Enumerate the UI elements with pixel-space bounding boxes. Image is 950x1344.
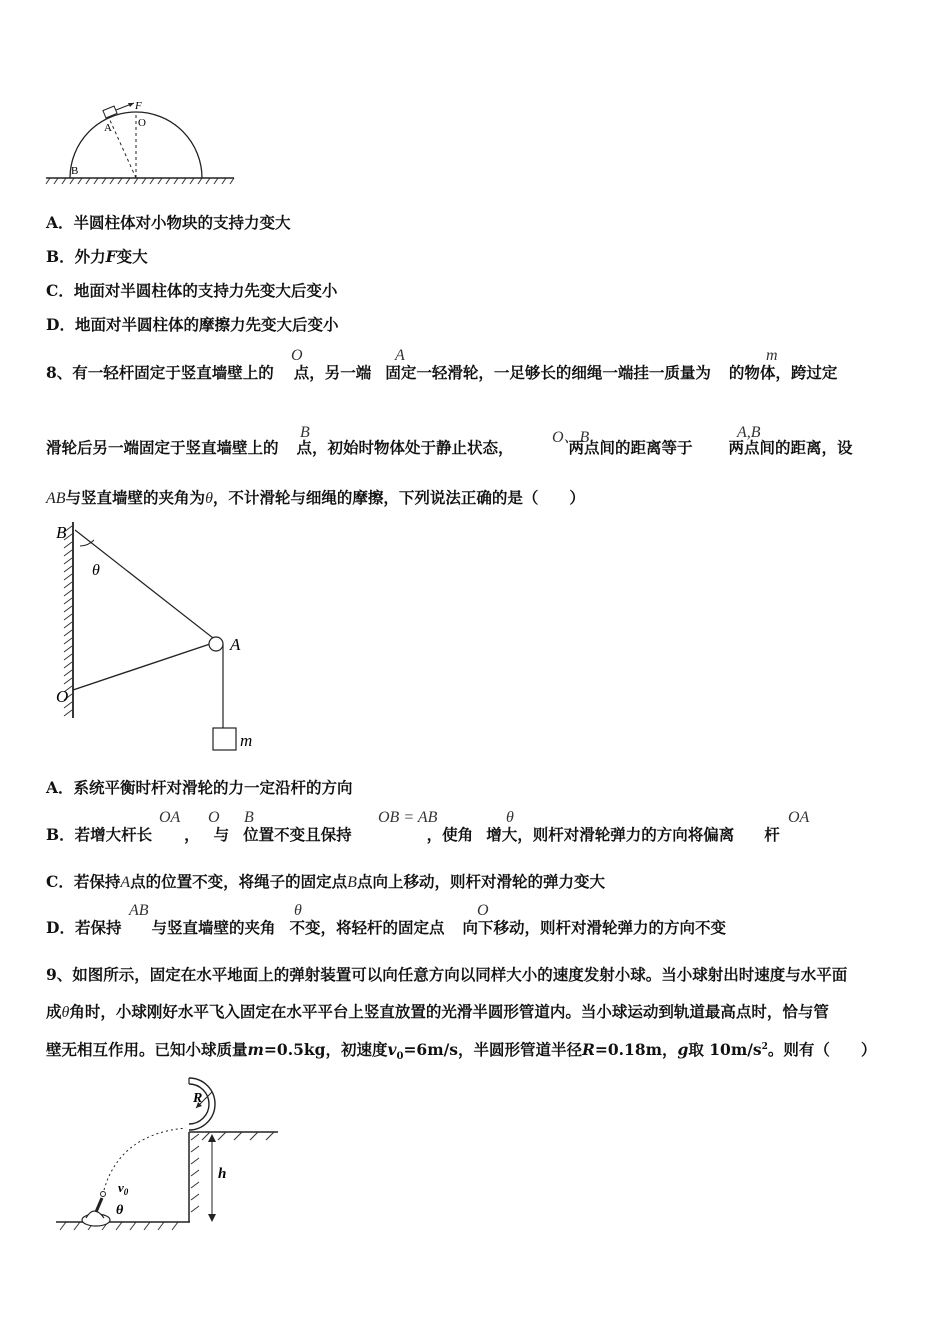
sym-oa: OA — [159, 809, 181, 826]
sym-oa: OA — [788, 809, 810, 826]
label-h: h — [218, 1166, 227, 1182]
rod-oa — [73, 644, 210, 690]
rope-ab — [75, 530, 213, 638]
height-arrow-bottom — [208, 1214, 216, 1222]
var-g: g — [677, 1040, 689, 1059]
text: =0.5kg，初速度 — [263, 1040, 388, 1059]
sym-a: A — [395, 347, 405, 364]
text: 。则有（ ） — [767, 1040, 877, 1059]
text: 滑轮后另一端固定于竖直墙壁上的 — [46, 438, 279, 457]
sym-theta: θ — [205, 490, 213, 507]
text: 与 — [213, 825, 230, 844]
q7-option-c — [46, 279, 337, 301]
option-key: C． — [46, 872, 74, 891]
text: 点向上移动，则杆对滑轮的弹力变大 — [356, 872, 605, 891]
platform-wall-hatch — [191, 1134, 199, 1212]
sym-o: O — [291, 347, 303, 364]
var-v0: v — [387, 1040, 397, 1059]
text: 的物体，跨过定 — [728, 363, 838, 382]
var-r: R — [582, 1040, 595, 1059]
text: ，不计滑轮与细绳的摩擦，下列说法正确的是（ ） — [212, 488, 585, 507]
sym-b: B — [347, 874, 357, 891]
label-b: B — [56, 523, 67, 542]
sym-o: O — [477, 902, 489, 919]
q7-option-a — [46, 211, 291, 233]
option-key: A． — [46, 778, 74, 797]
label-a: A — [104, 122, 112, 134]
text: 壁无相互作用。已知小球质量 — [46, 1040, 248, 1059]
sym-ab: AB — [46, 490, 66, 507]
option-text: 系统平衡时杆对滑轮的力一定沿杆的方向 — [73, 778, 353, 797]
small-block — [103, 106, 117, 118]
text: =6m/s，半圆形管道半径 — [403, 1040, 582, 1059]
text: 与竖直墙壁的夹角 — [151, 918, 276, 937]
text: 点的位置不变，将绳子的固定点 — [130, 872, 348, 891]
label-r: R — [193, 1091, 203, 1106]
text: 9、如图所示，固定在水平地面上的弹射装置可以向任意方向以同样大小的速度发射小球。当小球射出时速度与水平面 — [46, 965, 848, 984]
text: =0.18m， — [594, 1040, 678, 1059]
text: 向下移动，则杆对滑轮弹力的方向不变 — [462, 918, 727, 937]
q8-option-c — [46, 870, 605, 892]
text: 角时，小球刚好水平飞入固定在水平平台上竖直放置的光滑半圆形管道内。当小球运动到轨道最高点时，恰与管 — [69, 1002, 829, 1021]
var-f: F — [105, 247, 117, 266]
option-text: 半圆柱体对小物块的支持力变大 — [73, 213, 291, 232]
option-key: B． — [46, 825, 75, 844]
option-key: B． — [46, 247, 75, 266]
option-text: 变大 — [116, 247, 148, 266]
sym-m: m — [766, 347, 778, 364]
sym-ab: AB — [129, 902, 149, 919]
text: ，使角 — [426, 825, 474, 844]
label-f: F — [135, 100, 142, 112]
label-theta: θ — [92, 562, 100, 579]
semicircle-figure — [40, 98, 240, 190]
unit-square: 2 — [761, 1041, 768, 1052]
q9-stem-line3 — [46, 1038, 876, 1062]
label-o: O — [56, 687, 69, 706]
option-key: D． — [46, 315, 75, 334]
option-text: 地面对半圆柱体的摩擦力先变大后变小 — [74, 315, 339, 334]
label-o: O — [138, 117, 146, 129]
text: 两点间的距离等于 — [568, 438, 693, 457]
text: 增大，则杆对滑轮弹力的方向将偏离 — [486, 825, 735, 844]
ground-hatch — [60, 1222, 178, 1230]
sym-theta: θ — [294, 902, 302, 919]
label-b: B — [71, 165, 79, 177]
var-v0-sub: 0 — [396, 1051, 404, 1063]
radius-dashed-block — [109, 118, 136, 178]
option-text: 外力 — [74, 247, 106, 266]
option-key: D． — [46, 918, 75, 937]
q8-stem-line1 — [46, 361, 837, 383]
text: 与竖直墙壁的夹角为 — [65, 488, 206, 507]
label-v0: $v_0$ — [118, 1180, 129, 1197]
text: 若增大杆长 — [74, 825, 153, 844]
label-m: m — [240, 731, 253, 750]
text: 不变，将轻杆的固定点 — [289, 918, 445, 937]
text: 两点间的距离，设 — [728, 438, 853, 457]
q9-stem-line2 — [46, 1000, 829, 1022]
text: ， — [184, 825, 200, 844]
sym-ab: A,B — [737, 424, 761, 441]
text: 若保持 — [74, 918, 122, 937]
text: 若保持 — [73, 872, 121, 891]
trajectory — [104, 1128, 186, 1190]
label-theta: θ — [116, 1203, 124, 1218]
launcher-figure — [50, 1070, 290, 1240]
option-key: C． — [46, 281, 74, 300]
sym-b: B — [300, 424, 310, 441]
option-key: A． — [46, 213, 74, 232]
pulley — [209, 637, 223, 651]
text: 杆 — [764, 825, 780, 844]
text: 8、有一轻杆固定于竖直墙壁上的 — [46, 363, 274, 382]
ball — [101, 1192, 106, 1197]
var-m: m — [247, 1040, 264, 1059]
sym-a: A — [120, 874, 131, 891]
option-text: 地面对半圆柱体的支持力先变大后变小 — [73, 281, 338, 300]
sym-b: B — [244, 809, 254, 826]
sym-o: O — [208, 809, 220, 826]
ground-hatch — [46, 178, 234, 184]
text: 成 — [46, 1002, 62, 1021]
text: 位置不变且保持 — [243, 825, 352, 844]
sym-ob: O、B — [552, 429, 590, 446]
q7-option-b — [46, 245, 148, 267]
text: 取 10m/s — [688, 1040, 762, 1059]
q7-option-d — [46, 313, 338, 335]
sym-theta: θ — [61, 1004, 70, 1021]
q8-option-a — [46, 776, 353, 798]
sym-theta: θ — [506, 809, 514, 826]
text: 固定一轻滑轮，一足够长的细绳一端挂一质量为 — [385, 363, 711, 382]
text: 点，另一端 — [293, 363, 372, 382]
label-a: A — [230, 635, 241, 654]
text: 点，初始时物体处于静止状态， — [296, 438, 514, 457]
q9-stem-line1 — [46, 963, 847, 985]
sym-ob-eq-ab: OB = AB — [378, 809, 438, 826]
q8-stem-line2 — [46, 436, 853, 458]
launcher-body — [86, 1211, 104, 1218]
q8-stem-line3 — [46, 486, 585, 508]
mass-block — [213, 728, 236, 750]
launcher-barrel — [96, 1198, 102, 1212]
height-arrow-top — [208, 1134, 216, 1142]
pulley-figure — [50, 518, 280, 758]
